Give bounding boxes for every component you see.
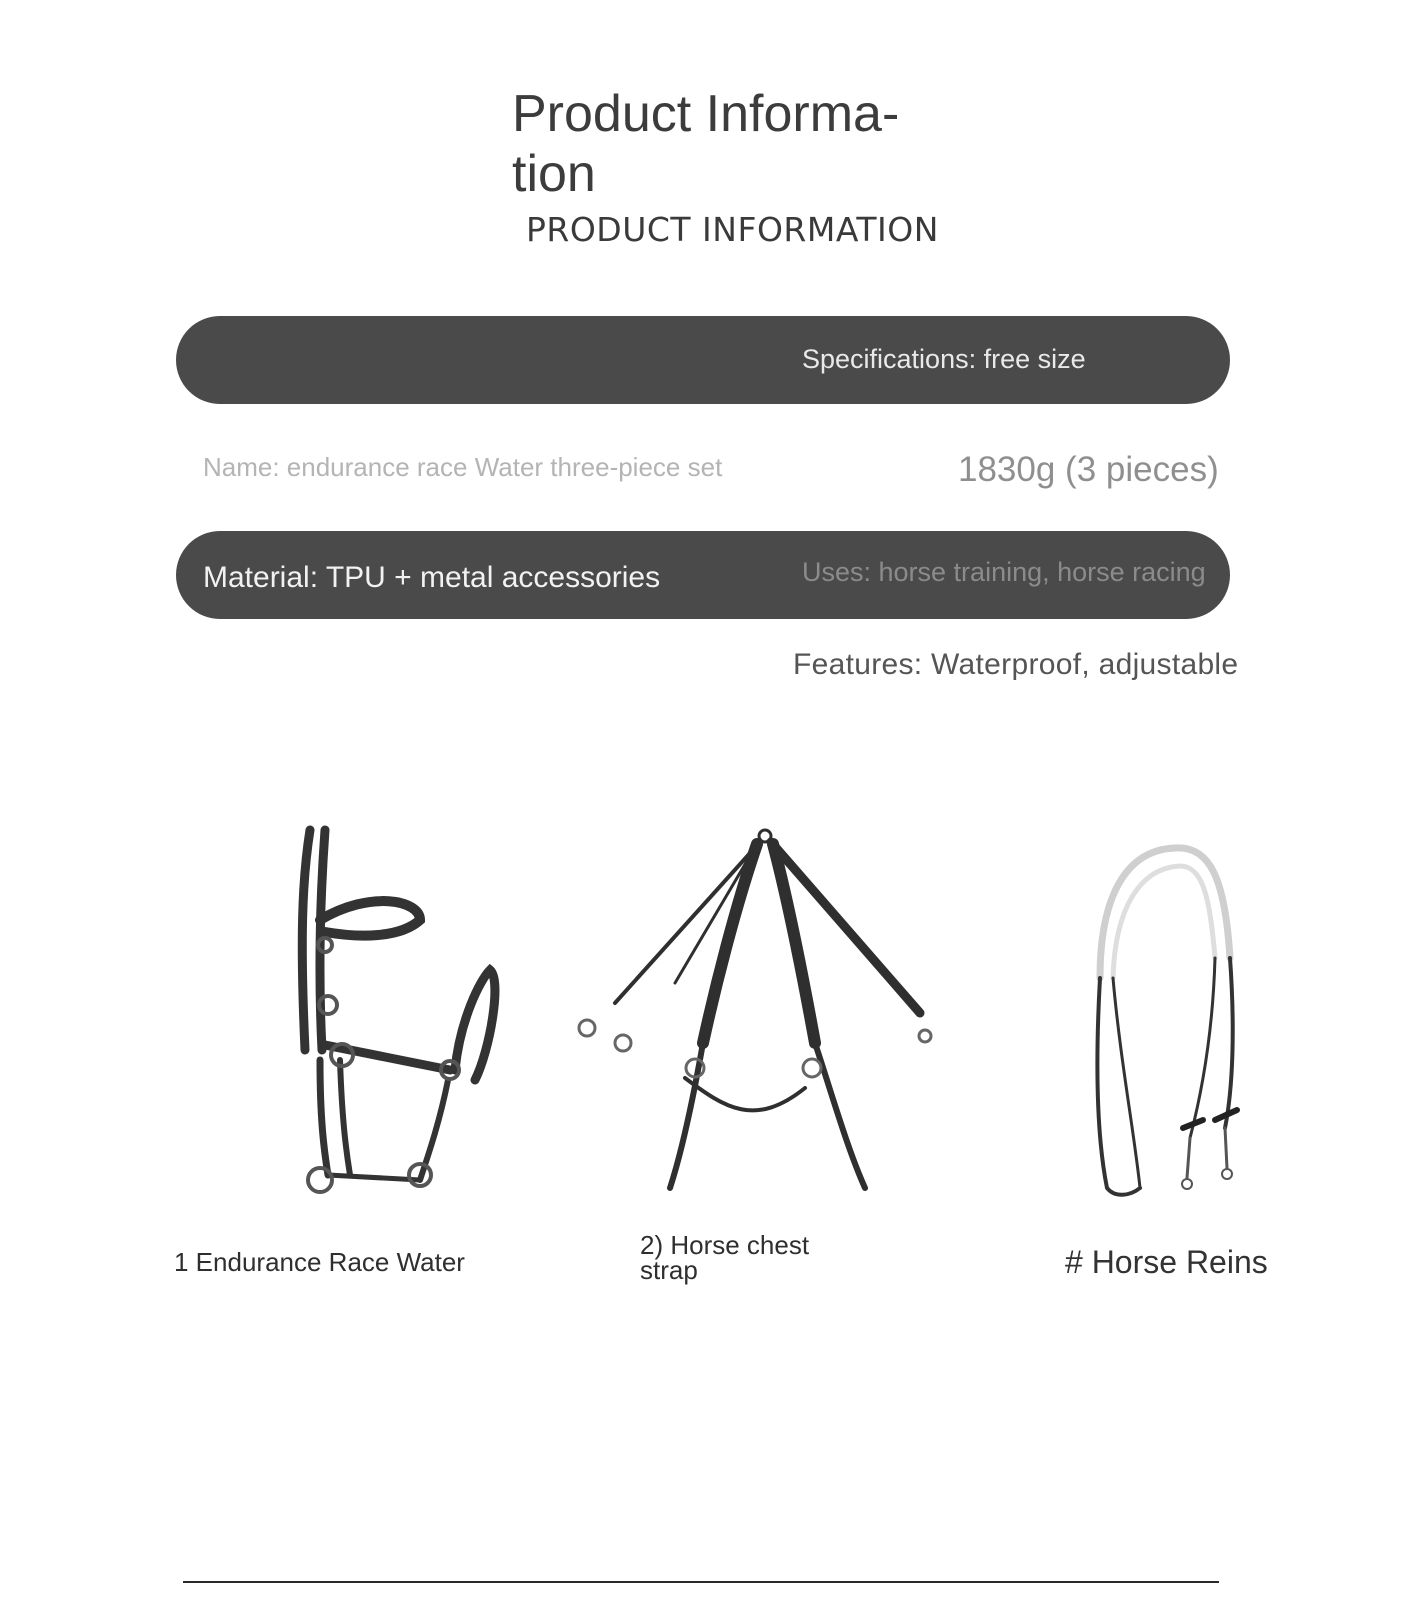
product-name-text: Name: endurance race Water three-piece set <box>203 452 723 482</box>
reins-image <box>1085 838 1275 1218</box>
uses-text: Uses: horse training, horse racing <box>802 557 1206 587</box>
bridle-image <box>280 820 520 1200</box>
product-caption-2: 2) Horse chest strap <box>640 1230 810 1285</box>
product-caption-1: 1 Endurance Race Water <box>174 1247 465 1277</box>
product-caption-3: # Horse Reins <box>1065 1244 1268 1280</box>
specifications-text: Specifications: free size <box>802 344 1086 374</box>
page-title: Product Informa- tion <box>512 85 900 203</box>
chest-strap-image <box>575 828 965 1208</box>
features-text: Features: Waterproof, adjustable <box>793 648 1239 681</box>
page-subtitle: PRODUCT INFORMATION <box>526 210 939 249</box>
bottom-divider <box>183 1581 1219 1583</box>
weight-text: 1830g (3 pieces) <box>958 450 1219 489</box>
material-text: Material: TPU + metal accessories <box>203 561 661 594</box>
